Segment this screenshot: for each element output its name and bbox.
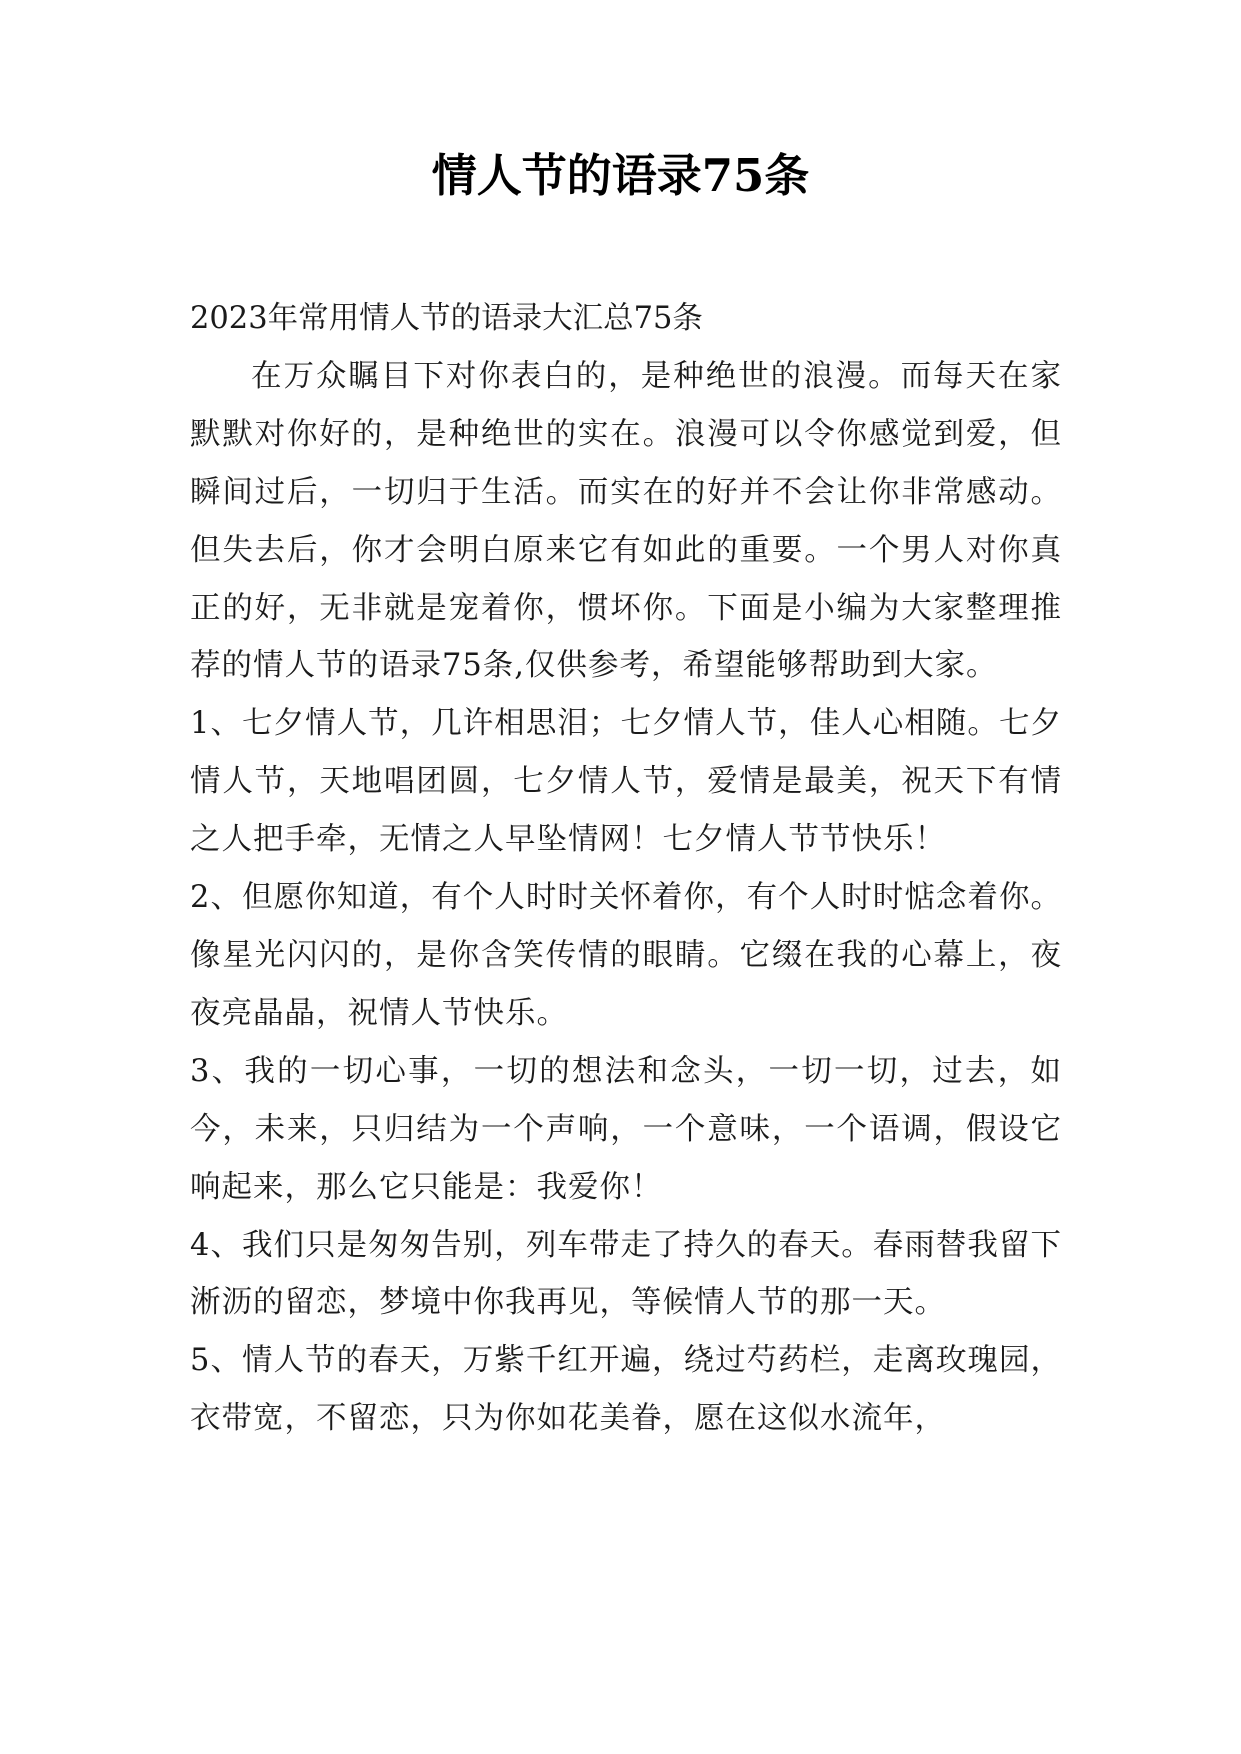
- quote-item-5: 5、情人节的春天，万紫千红开遍，绕过芍药栏，走离玫瑰园，衣带宽，不留恋，只为你如花美眷，愿在这似水流年，: [190, 1343, 1062, 1437]
- document-title: 情人节的语录75条: [431, 149, 810, 202]
- quote-item-3: 3、我的一切心事，一切的想法和念头，一切一切，过去，如今，未来，只归结为一个声响，一个意味，一个语调，假设它响起来，那么它只能是：我爱你！: [190, 1053, 1062, 1205]
- quote-item-1: 1、七夕情人节，几许相思泪；七夕情人节，佳人心相随。七夕情人节，天地唱团圆，七夕情人节，爱情是最美，祝天下有情之人把手牵，无情之人早坠情网！七夕情人节节快乐！: [190, 706, 1062, 858]
- quote-item-2: 2、但愿你知道，有个人时时关怀着你，有个人时时惦念着你。像星光闪闪的，是你含笑传情的眼睛。它缀在我的心幕上，夜夜亮晶晶，祝情人节快乐。: [190, 880, 1062, 1031]
- document-body: [190, 290, 1062, 1448]
- document-subtitle: 2023年常用情人节的语录大汇总75条: [190, 301, 703, 336]
- quote-item-4: 4、我们只是匆匆告别，列车带走了持久的春天。春雨替我留下淅沥的留恋，梦境中你我再见，等候情人节的那一天。: [190, 1227, 1062, 1321]
- intro-paragraph: 在万众瞩目下对你表白的，是种绝世的浪漫。而每天在家默默对你好的，是种绝世的实在。浪漫可以令你感觉到爱，但瞬间过后，一切归于生活。而实在的好并不会让你非常感动。但失去后，你才会明白原来它有如此的重要。一个男人对你真正的好，无非就是宠着你，惯坏你。下面是小编为大家整理推荐的情人节的语录75条,仅供参考，希望能够帮助到大家。: [190, 358, 1062, 684]
